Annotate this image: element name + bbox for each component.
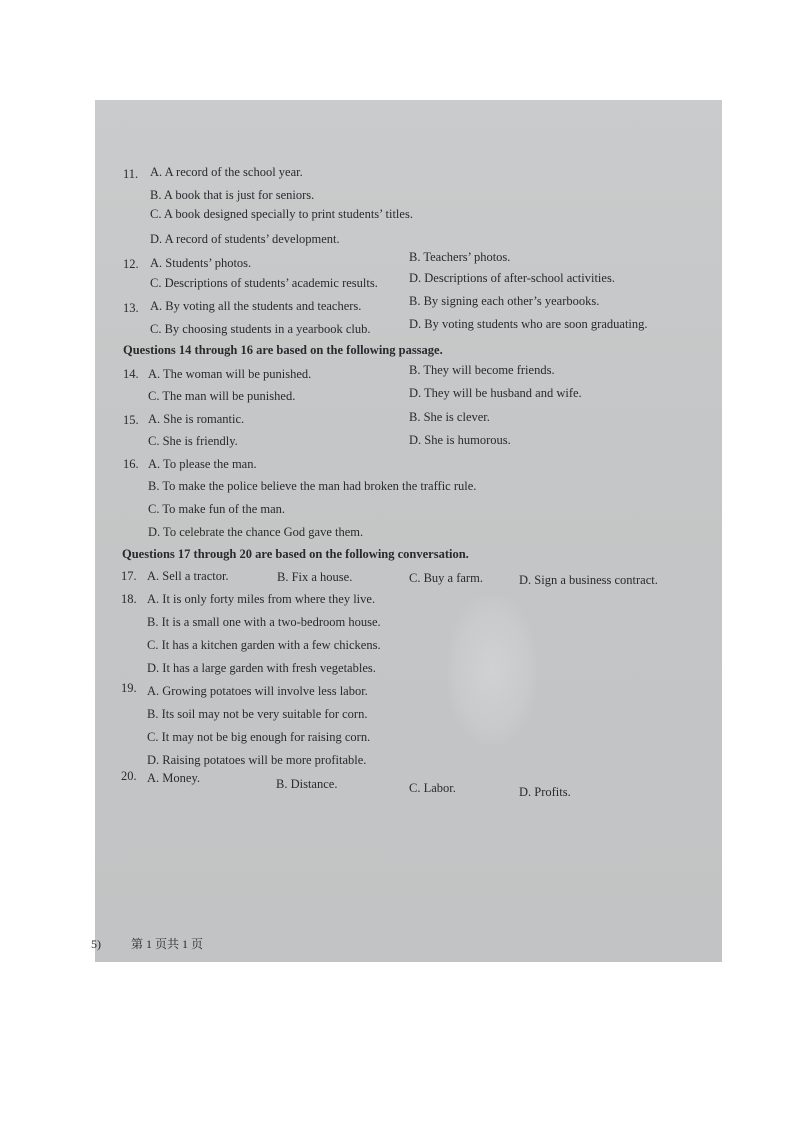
- question-number: 15.: [123, 413, 139, 427]
- footer-edge-mark: 5): [91, 937, 101, 951]
- option-c: C. Labor.: [409, 781, 456, 795]
- option-b: B. Teachers’ photos.: [409, 250, 511, 264]
- option-d: D. They will be husband and wife.: [409, 386, 582, 400]
- option-a: A. Growing potatoes will involve less labor.: [147, 684, 368, 698]
- question-number: 17.: [121, 569, 137, 583]
- option-b: B. She is clever.: [409, 410, 490, 424]
- option-d: D. By voting students who are soon graduating.: [409, 317, 648, 331]
- option-a: A. Students’ photos.: [150, 256, 252, 270]
- option-d: D. Descriptions of after-school activities.: [409, 271, 615, 285]
- question-number: 18.: [121, 592, 137, 606]
- option-a: A. To please the man.: [148, 457, 257, 471]
- option-b: B. Fix a house.: [277, 570, 353, 584]
- option-a: A. Money.: [147, 771, 201, 785]
- option-b: B. They will become friends.: [409, 363, 555, 377]
- section-heading-passage: Questions 14 through 16 are based on the following passage.: [123, 343, 443, 357]
- option-c: C. A book designed specially to print students’ titles.: [150, 207, 413, 221]
- option-d: D. Profits.: [519, 785, 571, 799]
- option-c: C. She is friendly.: [148, 434, 238, 448]
- option-c: C. The man will be punished.: [148, 389, 296, 403]
- option-c: C. By choosing students in a yearbook club.: [150, 322, 371, 336]
- option-d: D. She is humorous.: [409, 433, 511, 447]
- light-smudge: [447, 595, 537, 745]
- option-d: D. Raising potatoes will be more profitable.: [147, 753, 367, 767]
- option-d: D. It has a large garden with fresh vegetables.: [147, 661, 376, 675]
- option-b: B. To make the police believe the man had broken the traffic rule.: [148, 479, 477, 493]
- option-a: A. A record of the school year.: [150, 165, 303, 179]
- option-d: D. Sign a business contract.: [519, 573, 658, 587]
- question-number: 14.: [123, 367, 139, 381]
- option-b: B. Distance.: [276, 777, 338, 791]
- option-b: B. Its soil may not be very suitable for corn.: [147, 707, 368, 721]
- option-b: B. A book that is just for seniors.: [150, 188, 315, 202]
- option-d: D. To celebrate the chance God gave them.: [148, 525, 364, 539]
- question-number: 19.: [121, 681, 137, 695]
- option-b: B. It is a small one with a two-bedroom house.: [147, 615, 381, 629]
- section-heading-conversation: Questions 17 through 20 are based on the following conversation.: [122, 547, 469, 561]
- page-number: 第 1 页共 1 页: [131, 937, 204, 951]
- option-a: A. It is only forty miles from where they live.: [147, 592, 376, 606]
- option-c: C. To make fun of the man.: [148, 502, 286, 516]
- exam-sheet: [91, 100, 722, 962]
- option-c: C. It has a kitchen garden with a few chickens.: [147, 638, 381, 652]
- option-a: A. The woman will be punished.: [148, 367, 312, 381]
- question-number: 13.: [123, 301, 139, 315]
- question-number: 12.: [123, 257, 139, 271]
- question-number: 16.: [123, 457, 139, 471]
- option-c: C. Descriptions of students’ academic results.: [150, 276, 378, 290]
- option-b: B. By signing each other’s yearbooks.: [409, 294, 600, 308]
- option-c: C. It may not be big enough for raising corn.: [147, 730, 371, 744]
- option-a: A. Sell a tractor.: [147, 569, 229, 583]
- option-a: A. She is romantic.: [148, 412, 245, 426]
- option-d: D. A record of students’ development.: [150, 232, 340, 246]
- question-number: 11.: [123, 167, 139, 181]
- exam-content: [91, 100, 722, 962]
- question-number: 20.: [121, 769, 137, 783]
- option-c: C. Buy a farm.: [409, 571, 483, 585]
- option-a: A. By voting all the students and teachers.: [150, 299, 362, 313]
